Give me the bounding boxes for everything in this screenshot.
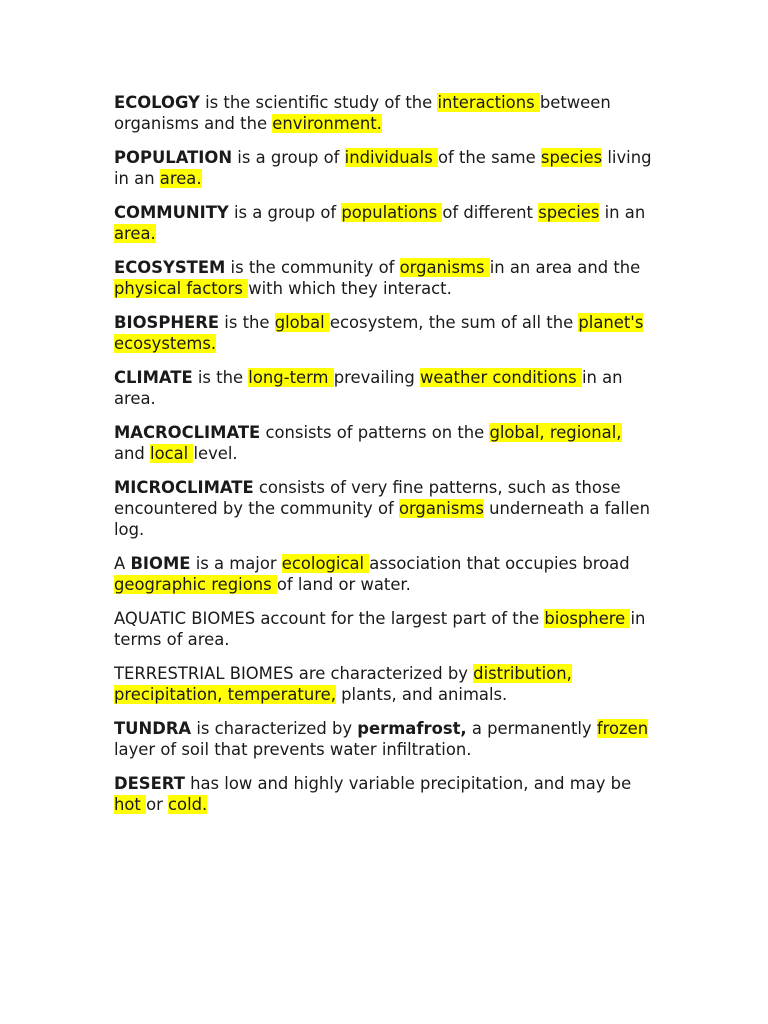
highlighted-text: biosphere <box>544 609 631 628</box>
text-segment: in an area. <box>114 368 623 408</box>
term-keyword: ECOSYSTEM <box>114 258 226 277</box>
highlighted-text: ecological <box>281 554 370 573</box>
text-segment: with which they interact. <box>248 279 452 298</box>
definition-paragraph <box>114 257 654 299</box>
text-segment: of land or water. <box>276 575 411 594</box>
text-segment: is a group of <box>228 203 342 222</box>
text-segment: ecosystem, the sum of all the <box>329 313 579 332</box>
text-segment: in terms of area. <box>114 609 646 649</box>
text-segment: is characterized by <box>191 719 358 738</box>
definition-paragraph <box>114 718 654 760</box>
term-keyword: TUNDRA <box>114 719 192 738</box>
term-keyword: CLIMATE <box>114 368 193 387</box>
text-segment: a permanently <box>466 719 597 738</box>
highlighted-text: global, regional, <box>489 423 622 442</box>
definition-paragraph <box>114 663 654 705</box>
highlighted-text: cold. <box>168 795 208 814</box>
text-segment: is a major <box>190 554 282 573</box>
text-segment: has low and highly variable precipitation, and may be <box>184 774 632 793</box>
highlighted-text: area. <box>114 224 156 243</box>
text-segment: layer of soil that prevents water infiltration. <box>114 740 472 759</box>
highlighted-text: organisms <box>398 499 484 518</box>
highlighted-text: planet's ecosystems. <box>114 313 644 353</box>
definition-paragraph <box>114 147 654 189</box>
definition-paragraph <box>114 367 654 409</box>
term-keyword: BIOSPHERE <box>114 313 220 332</box>
definition-paragraph <box>114 553 654 595</box>
highlighted-text: frozen <box>596 719 649 738</box>
text-segment: consists of very fine patterns, such as those encountered by the community of <box>114 478 621 518</box>
text-segment: prevailing <box>333 368 421 387</box>
highlighted-text: interactions <box>437 93 540 112</box>
highlighted-text: weather conditions <box>420 368 582 387</box>
text-segment: or <box>146 795 169 814</box>
highlighted-text: organisms <box>399 258 490 277</box>
highlighted-text: species <box>540 148 603 167</box>
highlighted-text: hot <box>114 795 147 814</box>
term-keyword: DESERT <box>114 774 185 793</box>
term-keyword: MACROCLIMATE <box>114 423 261 442</box>
text-segment: is the scientific study of the <box>199 93 438 112</box>
text-segment: association that occupies broad <box>369 554 630 573</box>
text-segment: A <box>114 554 131 573</box>
term-keyword: MICROCLIMATE <box>114 478 254 497</box>
text-segment: TERRESTRIAL BIOMES are characterized by <box>114 664 474 683</box>
definition-paragraph <box>114 477 654 540</box>
highlighted-text: physical factors <box>114 279 249 298</box>
highlighted-text: long-term <box>248 368 334 387</box>
text-segment: and <box>114 444 151 463</box>
definition-paragraph <box>114 92 654 134</box>
text-segment: in an <box>599 203 646 222</box>
text-segment: living in an <box>114 148 652 188</box>
text-segment: of the same <box>437 148 541 167</box>
document-page <box>114 92 654 828</box>
text-segment: plants, and animals. <box>335 685 508 704</box>
definition-paragraph <box>114 202 654 244</box>
text-segment: in an area and the <box>489 258 641 277</box>
highlighted-text: area. <box>159 169 202 188</box>
term-keyword: POPULATION <box>114 148 233 167</box>
text-segment: underneath a fallen log. <box>114 499 650 539</box>
term-keyword: COMMUNITY <box>114 203 229 222</box>
term-keyword: ECOLOGY <box>114 93 200 112</box>
definition-paragraph <box>114 608 654 650</box>
term-keyword: BIOME <box>130 554 191 573</box>
highlighted-text: distribution, precipitation, temperature, <box>114 664 572 704</box>
text-segment: level. <box>193 444 238 463</box>
highlighted-text: geographic regions <box>114 575 277 594</box>
text-segment: is the <box>192 368 249 387</box>
highlighted-text: individuals <box>344 148 438 167</box>
term-keyword: permafrost, <box>357 719 467 738</box>
highlighted-text: environment. <box>272 114 382 133</box>
highlighted-text: species <box>538 203 600 222</box>
text-segment: between organisms and the <box>114 93 611 133</box>
highlighted-text: populations <box>341 203 443 222</box>
text-segment: is the <box>219 313 275 332</box>
text-segment: AQUATIC BIOMES account for the largest part of the <box>114 609 545 628</box>
highlighted-text: local <box>150 444 194 463</box>
definition-paragraph <box>114 773 654 815</box>
text-segment: is a group of <box>232 148 345 167</box>
text-segment: is the community of <box>225 258 400 277</box>
definition-paragraph <box>114 422 654 464</box>
text-segment: consists of patterns on the <box>260 423 490 442</box>
definition-paragraph <box>114 312 654 354</box>
text-segment: of different <box>442 203 539 222</box>
highlighted-text: global <box>274 313 330 332</box>
